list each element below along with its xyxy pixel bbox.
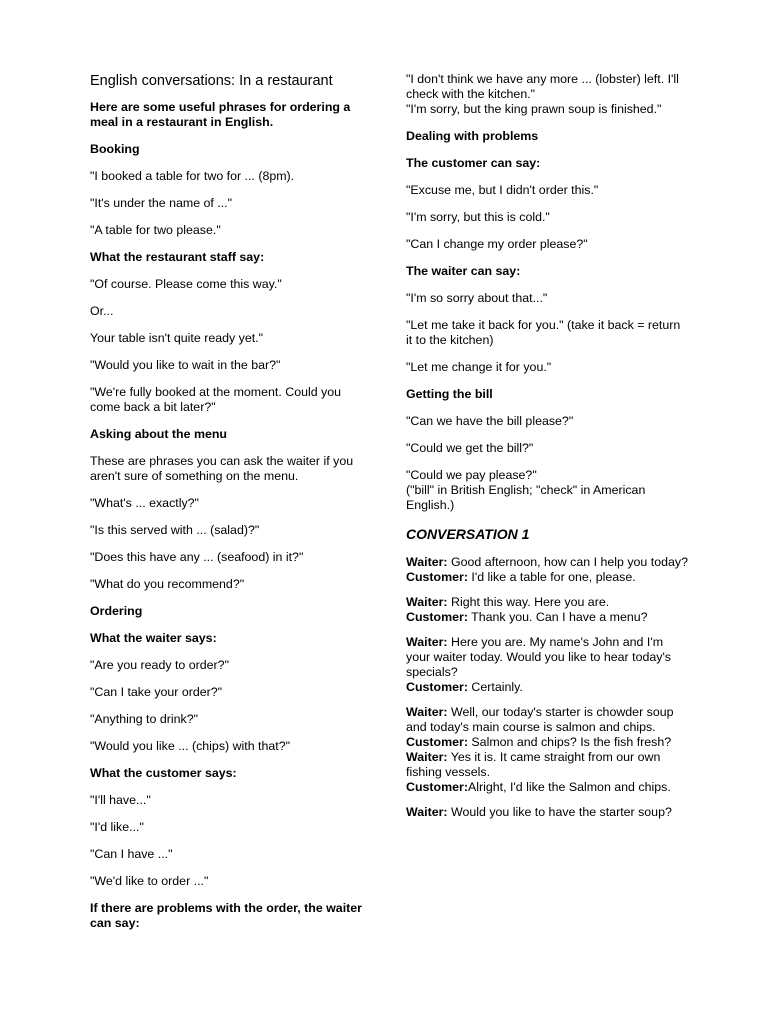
conversation-block — [406, 635, 688, 695]
phrase: "Would you like to wait in the bar?" — [90, 358, 281, 372]
phrase: "I'm sorry, but the king prawn soup is finished." — [406, 102, 662, 116]
dialogue-text: Good afternoon, how can I help you today? — [447, 555, 688, 569]
speaker-label: Waiter: — [406, 750, 448, 764]
conversation-block — [406, 705, 688, 795]
phrase: "A table for two please." — [90, 223, 221, 237]
conversation — [406, 555, 688, 820]
speaker-label: Customer: — [406, 610, 468, 624]
dialogue-text: Right this way. Here you are. — [447, 595, 610, 609]
phrase: "We'd like to order ..." — [90, 874, 209, 888]
phrase: "Does this have any ... (seafood) in it?" — [90, 550, 304, 564]
phrase: "I'll have..." — [90, 793, 151, 807]
dialogue-line — [406, 750, 688, 780]
phrase: "Is this served with ... (salad)?" — [90, 523, 260, 537]
phrase: "It's under the name of ..." — [90, 196, 233, 210]
phrase: "Anything to drink?" — [90, 712, 198, 726]
dialogue-text: I'd like a table for one, please. — [467, 570, 636, 584]
dialogue-line — [406, 610, 688, 625]
speaker-label: Waiter: — [406, 555, 448, 569]
phrase: "I booked a table for two for ... (8pm). — [90, 169, 295, 183]
phrase: "Could we get the bill?" — [406, 441, 534, 455]
heading-customer-says: What the customer says: — [90, 766, 237, 780]
heading-dealing-problems: Dealing with problems — [406, 129, 539, 143]
phrase: "Of course. Please come this way." — [90, 277, 282, 291]
phrase: "What do you recommend?" — [90, 577, 245, 591]
phrase: "I'm sorry, but this is cold." — [406, 210, 550, 224]
phrase: "Excuse me, but I didn't order this." — [406, 183, 599, 197]
dialogue-line — [406, 595, 688, 610]
dialogue-line — [406, 735, 688, 750]
conversation-block — [406, 595, 688, 625]
bill-note: ("bill" in British English; "check" in American English.) — [406, 483, 646, 512]
right-column — [406, 72, 688, 830]
dialogue-line — [406, 635, 688, 680]
dialogue-text: Certainly. — [467, 680, 523, 694]
heading-ordering: Ordering — [90, 604, 143, 618]
heading-staff: What the restaurant staff say: — [90, 250, 265, 264]
phrase: "Let me change it for you." — [406, 360, 552, 374]
heading-booking: Booking — [90, 142, 140, 156]
speaker-label: Waiter: — [406, 635, 448, 649]
dialogue-line — [406, 555, 688, 570]
dialogue-line — [406, 680, 688, 695]
phrase: "Can I change my order please?" — [406, 237, 588, 251]
dialogue-line — [406, 705, 688, 735]
heading-menu: Asking about the menu — [90, 427, 227, 441]
speaker-label: Customer: — [406, 780, 468, 794]
dialogue-text: Well, our today's starter is chowder soup and today's main course is salmon and chips. — [406, 705, 674, 734]
speaker-label: Waiter: — [406, 805, 448, 819]
phrase: "Would you like ... (chips) with that?" — [90, 739, 291, 753]
heading-customer-can-say: The customer can say: — [406, 156, 541, 170]
phrase: "I'd like..." — [90, 820, 144, 834]
dialogue-text: Salmon and chips? Is the fish fresh? — [467, 735, 672, 749]
phrase: "We're fully booked at the moment. Could you come back a bit later?" — [90, 385, 342, 414]
dialogue-text: Here you are. My name's John and I'm your waiter today. Would you like to hear today's specials? — [406, 635, 672, 679]
dialogue-line — [406, 780, 688, 795]
speaker-label: Customer: — [406, 570, 468, 584]
dialogue-line — [406, 570, 688, 585]
conversation-block — [406, 555, 688, 585]
phrase: "What's ... exactly?" — [90, 496, 199, 510]
phrase: "Let me take it back for you." (take it back = return it to the kitchen) — [406, 318, 681, 347]
phrase: "Can I take your order?" — [90, 685, 223, 699]
phrase: "Can I have ..." — [90, 847, 173, 861]
phrase: "I'm so sorry about that..." — [406, 291, 548, 305]
speaker-label: Waiter: — [406, 595, 448, 609]
menu-intro: These are phrases you can ask the waiter if you aren't sure of something on the menu. — [90, 454, 354, 483]
dialogue-text: Yes it is. It came straight from our own fishing vessels. — [406, 750, 661, 779]
heading-waiter-can-say: The waiter can say: — [406, 264, 521, 278]
dialogue-line — [406, 805, 688, 820]
heading-getting-bill: Getting the bill — [406, 387, 493, 401]
dialogue-text: Thank you. Can I have a menu? — [467, 610, 648, 624]
phrase: Your table isn't quite ready yet." — [90, 331, 263, 345]
dialogue-text: Would you like to have the starter soup? — [447, 805, 672, 819]
heading-problems: If there are problems with the order, the waiter can say: — [90, 901, 362, 930]
speaker-label: Customer: — [406, 680, 468, 694]
intro-text: Here are some useful phrases for ordering a meal in a restaurant in English. — [90, 100, 351, 129]
conversation-title: CONVERSATION 1 — [406, 526, 530, 542]
phrase: "Could we pay please?" — [406, 468, 537, 482]
speaker-label: Waiter: — [406, 705, 448, 719]
conversation-block — [406, 805, 688, 820]
phrase: "I don't think we have any more ... (lobster) left. I'll check with the kitchen." — [406, 72, 679, 101]
phrase: "Can we have the bill please?" — [406, 414, 574, 428]
phrase: "Are you ready to order?" — [90, 658, 229, 672]
phrase: Or... — [90, 304, 114, 318]
heading-waiter-says: What the waiter says: — [90, 631, 217, 645]
speaker-label: Customer: — [406, 735, 468, 749]
page-title: English conversations: In a restaurant — [90, 73, 333, 89]
left-column — [90, 72, 370, 943]
dialogue-text: Alright, I'd like the Salmon and chips. — [467, 780, 671, 794]
